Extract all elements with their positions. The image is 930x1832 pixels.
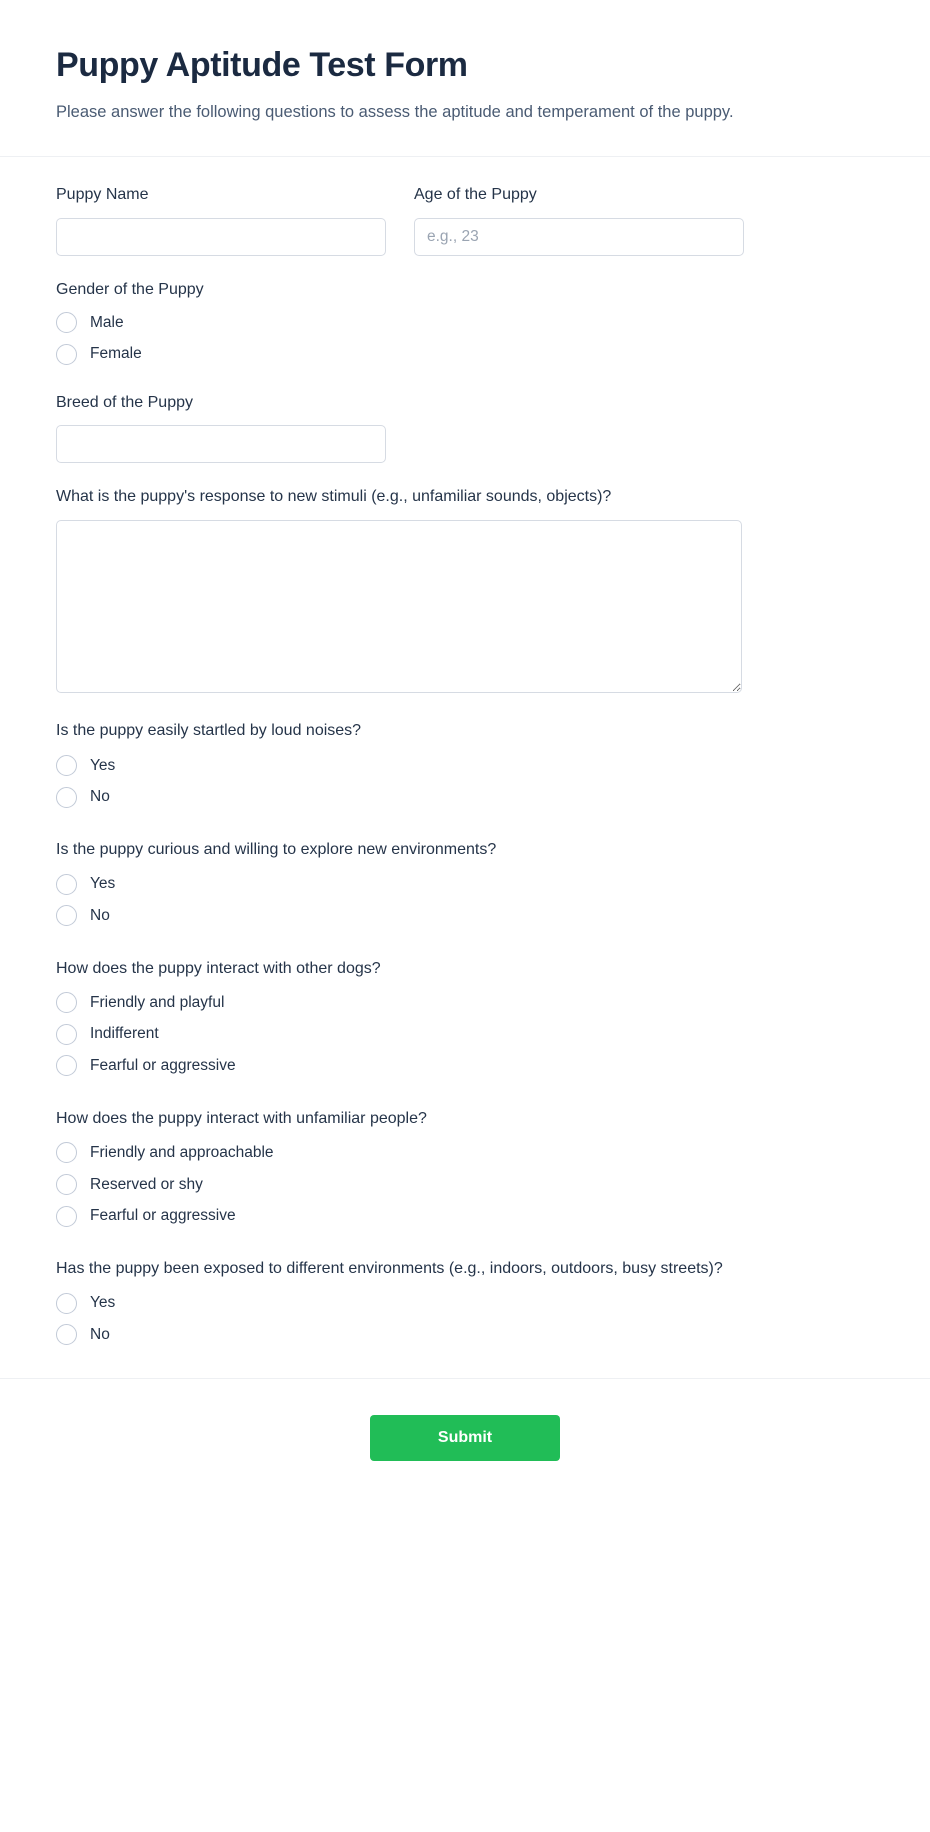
gender-label: Gender of the Puppy — [56, 280, 204, 298]
radio-option-gender-1[interactable] — [56, 343, 874, 365]
name-age-row — [56, 183, 874, 277]
breed-input[interactable] — [56, 425, 386, 463]
radio-circle-icon[interactable] — [56, 1024, 77, 1045]
radio-option-label: Yes — [90, 756, 116, 774]
startled-radio-group — [56, 755, 874, 808]
new-stimuli-label: What is the puppy's response to new stimuli (e.g., unfamiliar sounds, objects)? — [56, 488, 612, 506]
radio-circle-icon[interactable] — [56, 1206, 77, 1227]
field-other-dogs — [56, 957, 874, 1077]
field-puppy-age — [414, 183, 744, 255]
radio-option-label: Friendly and approachable — [90, 1144, 274, 1161]
form-footer — [0, 1378, 930, 1521]
new-stimuli-textarea[interactable] — [56, 520, 742, 693]
unfamiliar-people-label: How does the puppy interact with unfamiliar people? — [56, 1109, 427, 1127]
radio-circle-icon[interactable] — [56, 992, 77, 1013]
field-gender — [56, 278, 874, 366]
radio-option-unfamiliar-people-2[interactable] — [56, 1205, 874, 1227]
radio-option-other-dogs-1[interactable] — [56, 1023, 874, 1045]
radio-option-curious-1[interactable] — [56, 905, 874, 927]
breed-label: Breed of the Puppy — [56, 394, 193, 412]
radio-option-unfamiliar-people-0[interactable] — [56, 1142, 874, 1164]
radio-option-environments-1[interactable] — [56, 1324, 874, 1346]
radio-option-label: No — [90, 788, 110, 806]
curious-radio-group — [56, 873, 874, 926]
radio-option-unfamiliar-people-1[interactable] — [56, 1174, 874, 1196]
radio-circle-icon[interactable] — [56, 755, 77, 776]
startled-label: Is the puppy easily startled by loud noises? — [56, 722, 362, 740]
field-puppy-name — [56, 183, 386, 255]
gender-radio-group — [56, 312, 874, 365]
radio-option-label: Female — [90, 345, 142, 363]
puppy-name-label: Puppy Name — [56, 186, 149, 204]
radio-circle-icon[interactable] — [56, 312, 77, 333]
radio-option-other-dogs-2[interactable] — [56, 1055, 874, 1077]
field-breed — [56, 391, 874, 463]
radio-option-label: Indifferent — [90, 1025, 159, 1043]
radio-option-label: Friendly and playful — [90, 993, 225, 1011]
puppy-age-input[interactable] — [414, 218, 744, 256]
submit-button[interactable]: Submit — [370, 1415, 560, 1461]
field-startled — [56, 719, 874, 808]
form-body — [0, 157, 930, 1377]
field-environments — [56, 1257, 874, 1346]
radio-option-environments-0[interactable] — [56, 1292, 874, 1314]
radio-option-label: Male — [90, 313, 124, 331]
radio-option-label: Reserved or shy — [90, 1175, 203, 1193]
radio-circle-icon[interactable] — [56, 905, 77, 926]
form-header — [0, 0, 930, 157]
radio-option-startled-0[interactable] — [56, 755, 874, 777]
other-dogs-label: How does the puppy interact with other dogs? — [56, 959, 381, 977]
radio-circle-icon[interactable] — [56, 874, 77, 895]
radio-option-other-dogs-0[interactable] — [56, 992, 874, 1014]
radio-option-startled-1[interactable] — [56, 786, 874, 808]
radio-option-label: Yes — [90, 875, 116, 893]
field-new-stimuli — [56, 485, 874, 693]
radio-option-label: Fearful or aggressive — [90, 1057, 236, 1075]
puppy-name-input[interactable] — [56, 218, 386, 256]
radio-circle-icon[interactable] — [56, 1055, 77, 1076]
radio-option-curious-0[interactable] — [56, 873, 874, 895]
radio-circle-icon[interactable] — [56, 1324, 77, 1345]
radio-circle-icon[interactable] — [56, 787, 77, 808]
unfamiliar-people-radio-group — [56, 1142, 874, 1227]
radio-circle-icon[interactable] — [56, 1293, 77, 1314]
radio-option-label: No — [90, 1325, 110, 1343]
field-curious — [56, 838, 874, 927]
page-subtitle: Please answer the following questions to assess the aptitude and temperament of the puppy. — [56, 103, 734, 122]
curious-label: Is the puppy curious and willing to explore new environments? — [56, 841, 497, 858]
environments-label: Has the puppy been exposed to different environments (e.g., indoors, outdoors, busy streets)? — [56, 1260, 723, 1278]
page-title: Puppy Aptitude Test Form — [56, 46, 468, 84]
radio-option-label: No — [90, 906, 110, 924]
field-unfamiliar-people — [56, 1107, 874, 1227]
radio-circle-icon[interactable] — [56, 344, 77, 365]
radio-option-label: Yes — [90, 1294, 116, 1312]
radio-circle-icon[interactable] — [56, 1174, 77, 1195]
other-dogs-radio-group — [56, 992, 874, 1077]
environments-radio-group — [56, 1292, 874, 1345]
radio-option-label: Fearful or aggressive — [90, 1207, 236, 1225]
radio-option-gender-0[interactable] — [56, 312, 874, 334]
puppy-age-label: Age of the Puppy — [414, 186, 537, 204]
radio-circle-icon[interactable] — [56, 1142, 77, 1163]
